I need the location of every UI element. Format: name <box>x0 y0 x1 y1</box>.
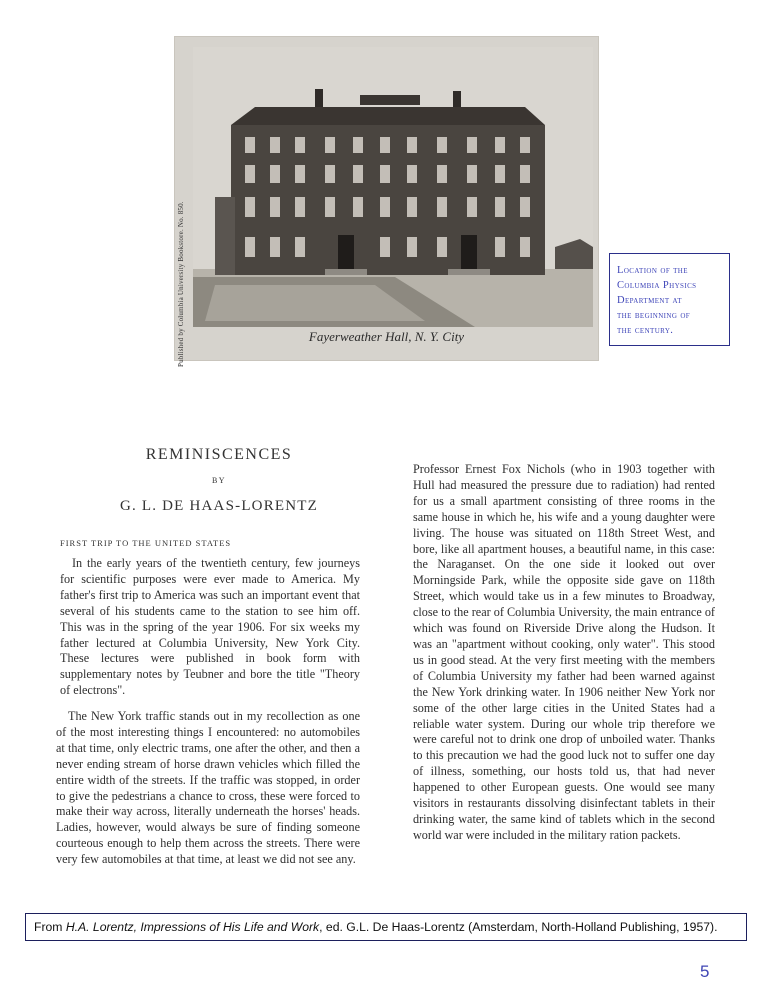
building-photograph <box>174 36 599 367</box>
photo-caption: Fayerweather Hall, N. Y. City <box>308 329 465 344</box>
article-title: REMINISCENCES <box>145 446 293 463</box>
section-heading: FIRST TRIP TO THE UNITED STATES <box>60 538 232 548</box>
left-column-paragraph-2 <box>56 709 360 868</box>
paragraph: In the early years of the twentieth century, few journeys for scientific purposes were ever made to America. My father's first trip to America was such an important event that several of his students came to the station to see him off. This was in the spring of the year 1906. For six weeks my father lectured at Columbia University, New York City. These lectures were published in book form with supplementary notes by Teubner and bore the title "Theory of electrons". <box>60 556 360 698</box>
location-line: Location of the <box>617 265 688 276</box>
citation-prefix: From <box>34 920 66 934</box>
publisher-note: Published by Columbia University Bookstore. No. 850. <box>177 201 185 367</box>
citation-book-title: H.A. Lorentz, Impressions of His Life and Work <box>65 920 320 934</box>
fayerweather-hall-image <box>175 37 600 362</box>
right-column-paragraph <box>413 462 715 844</box>
byline-by: BY <box>211 476 227 485</box>
location-line: Department at <box>617 295 682 306</box>
paragraph: The New York traffic stands out in my recollection as one of the most interesting things I encountered: no automobiles at that time, only electric trams, one after the other, and then a never ending stream of horse drawn vehicles which filled the entire width of the streets. If the traffic was stopped, in order to give the pedestrians a chance to cross, these were forced to make their way across, literally underneath the horses' heads. Ladies, however, would always be sure of finding someone courteous enough to help them across the streets. There were very few automobiles at that time, at least we did not see any. <box>56 709 360 867</box>
citation-details: , ed. G.L. De Haas-Lorentz (Amsterdam, North-Holland Publishing, 1957). <box>319 920 718 934</box>
page-number: 5 <box>700 962 710 981</box>
left-column-paragraph-1 <box>60 556 360 699</box>
paragraph: Professor Ernest Fox Nichols (who in 1903 together with Hull had measured the pressure due to radiation) had rented for us a small apartment consisting of three rooms in the same house in which he, his wife and a young daughter were living. The house was situated on 118th Street West, and bore, like all apartment houses, a beautiful name, in this case: the Naraganset. On the one side it looked out over Morningside Park, while the opposite side gave on 118th Street, which would take us in a few minutes to Broadway, close to the rear of Columbia University, the main entrance of which was found on Riverside Drive along the Hudson. It was an "apartment without cooking, only water". This stood us in good stead. At the very first meeting with the members of Columbia University my father had been warned against the New York drinking water. In 1906 neither New York nor some of the other large cities in the United States had a reliable water system. During our whole trip therefore we were careful not to drink one drop of unboiled water. Thanks to this precaution we had the good luck not to suffer one day of illness, something, our hosts told us, that had never happened to other European guests. One would see many visitors in restaurants dissolving disinfectant tablets in their drinking water, the same kind of tablets which in the second world war were included in the military ration packets. <box>413 462 715 842</box>
location-note-box <box>609 253 730 346</box>
location-line: Columbia Physics <box>617 280 697 291</box>
source-citation <box>25 913 747 941</box>
article-author: G. L. DE HAAS-LORENTZ <box>119 498 319 514</box>
location-line: the century. <box>617 325 674 336</box>
location-line: the beginning of <box>617 310 691 321</box>
